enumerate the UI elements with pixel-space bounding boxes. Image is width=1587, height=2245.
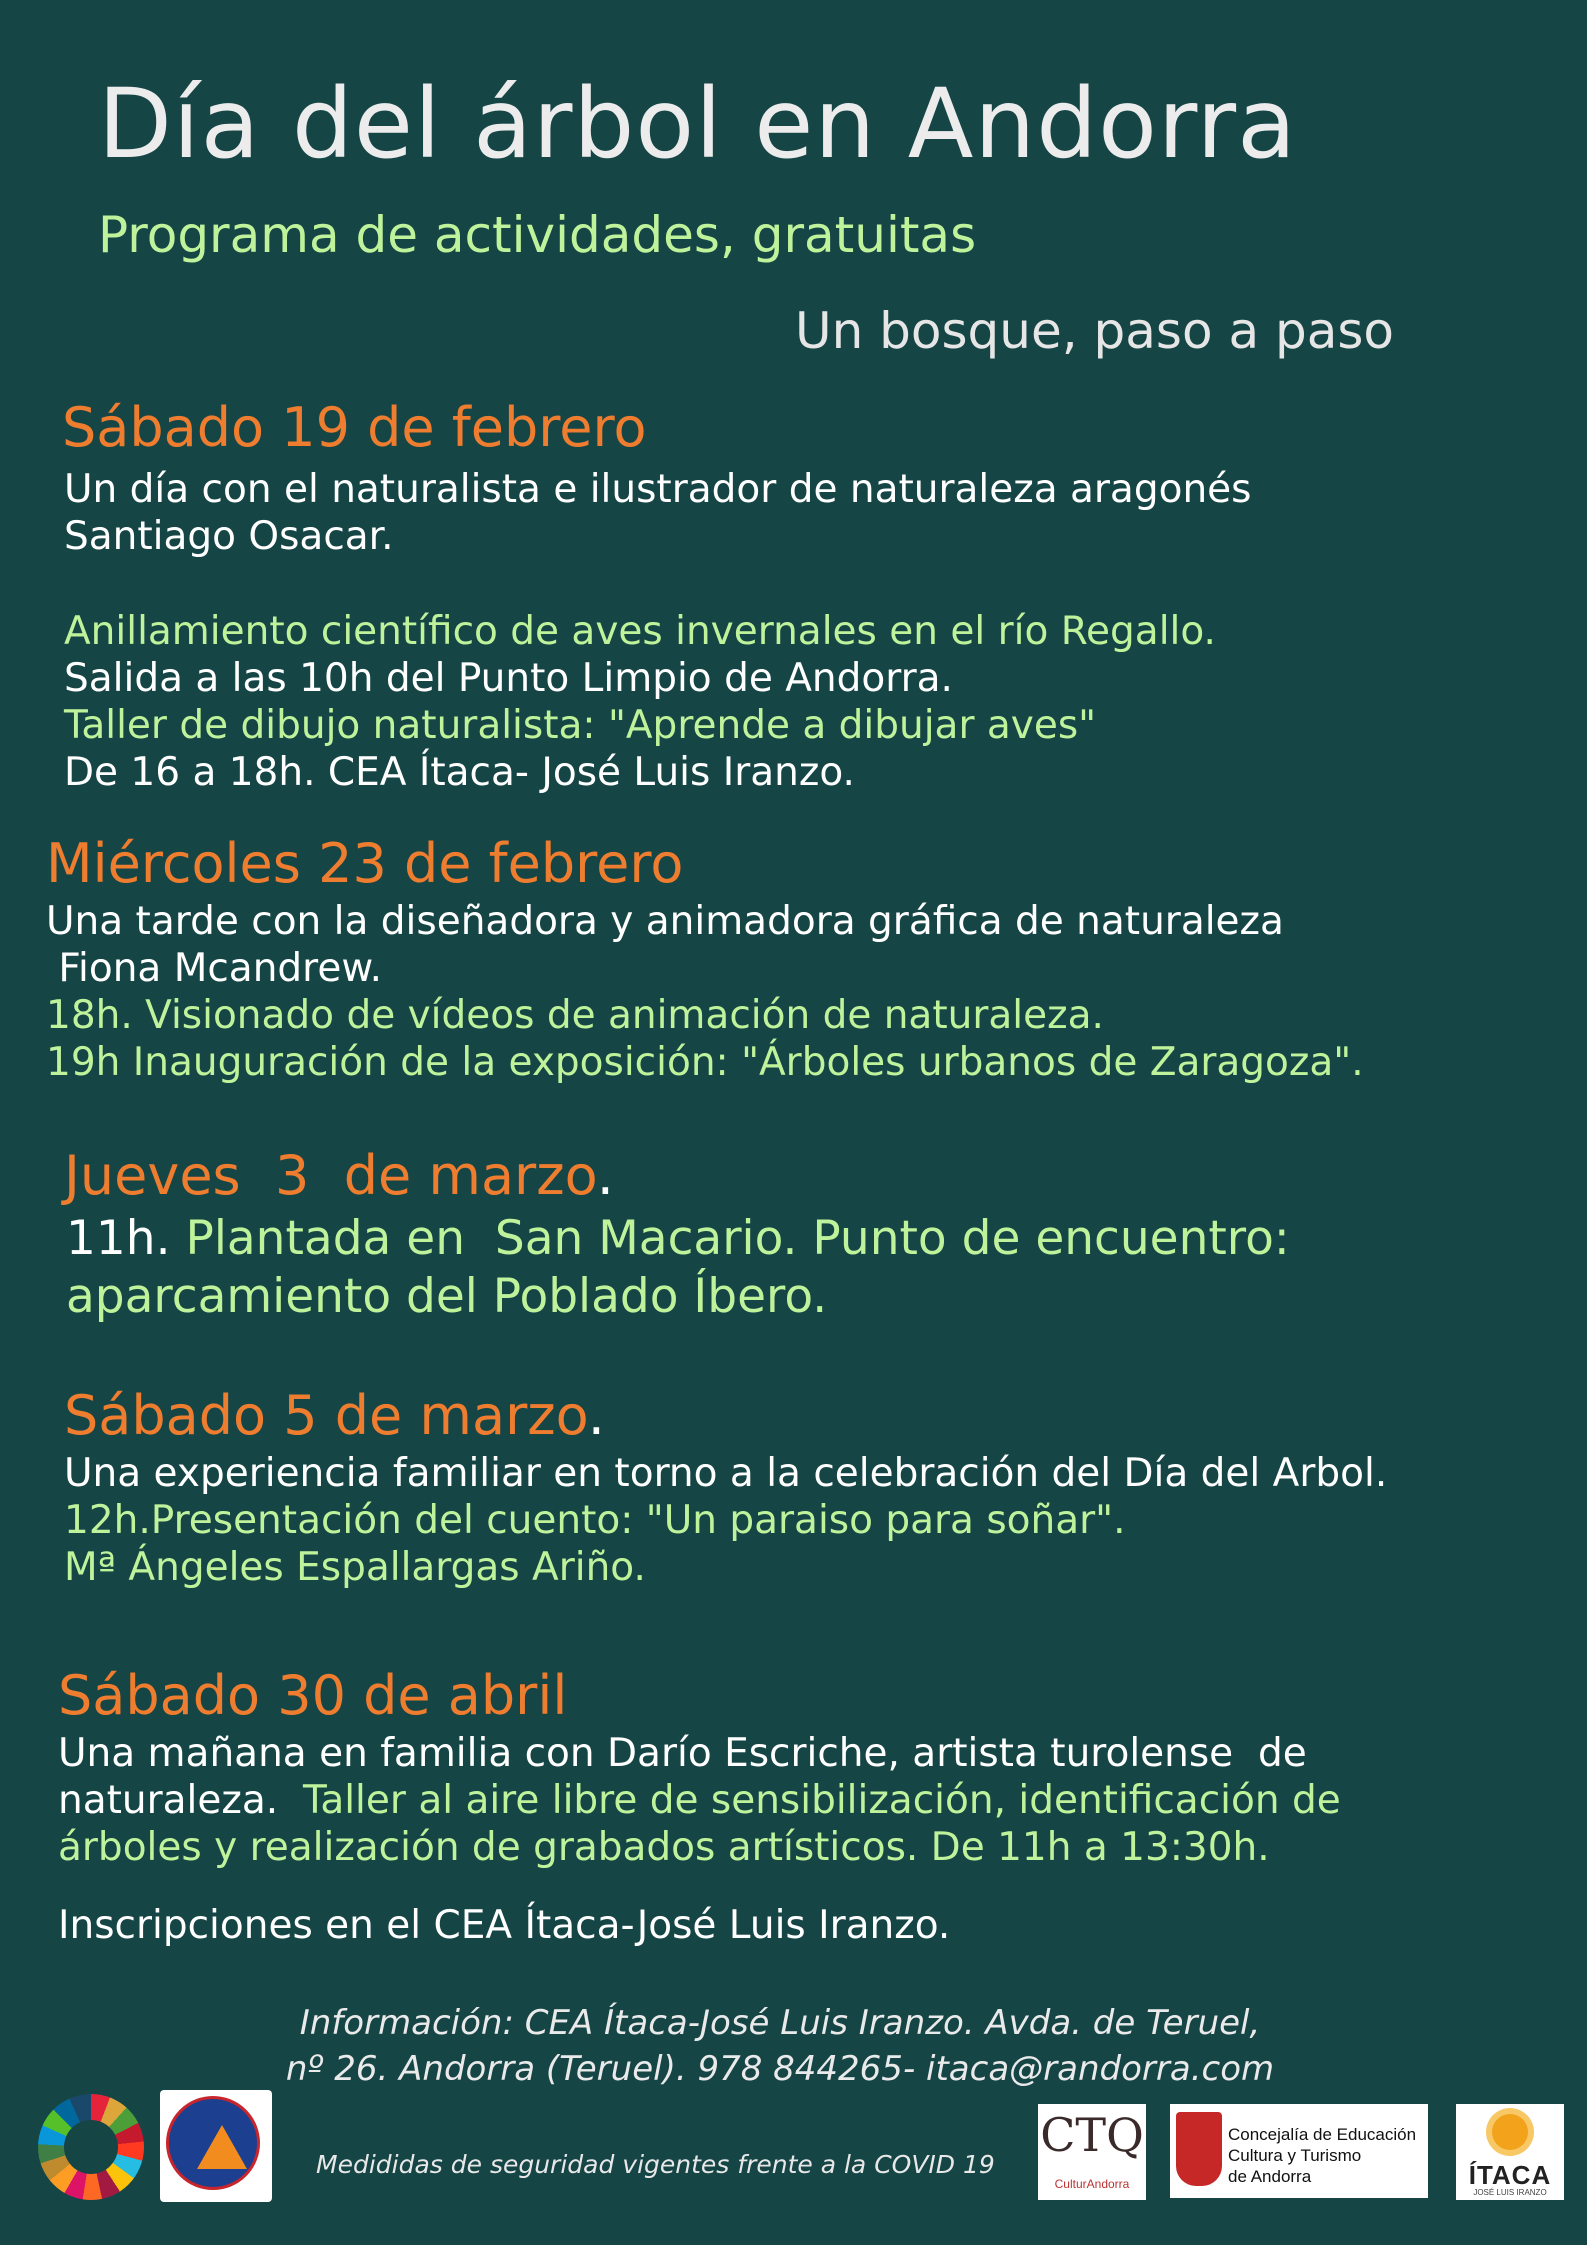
event-5-line1: Una mañana en familia con Darío Escriche, artista turolense de	[58, 1731, 1307, 1776]
proteccion-civil-ring	[166, 2096, 260, 2190]
page-subtitle: Programa de actividades, gratuitas	[98, 206, 977, 264]
contact-info-line1: Información: CEA Ítaca-José Luis Iranzo. Avda. de Teruel,	[299, 2003, 1261, 2043]
concejalia-logo	[1170, 2104, 1428, 2198]
contact-info	[250, 2000, 1310, 2092]
page-tagline: Un bosque, paso a paso	[795, 302, 1394, 360]
event-3-date: Jueves 3 de marzo	[64, 1144, 597, 1207]
event-3-time: 11h.	[66, 1211, 186, 1266]
event-1-description	[64, 466, 1544, 560]
event-3-date-row	[64, 1144, 614, 1207]
event-5-line2-white: naturaleza.	[58, 1778, 303, 1823]
event-5-description	[58, 1730, 1538, 1871]
event-3-date-suffix: .	[596, 1144, 614, 1207]
event-1-line1: Un día con el naturalista e ilustrador de naturaleza aragonés	[64, 467, 1252, 512]
event-4-line1: Una experiencia familiar en torno a la celebración del Día del Arbol.	[64, 1451, 1388, 1496]
event-5-line3: árboles y realización de grabados artísticos. De 11h a 13:30h.	[58, 1825, 1270, 1870]
event-1-line2: Santiago Osacar.	[64, 514, 394, 559]
proteccion-civil-triangle	[197, 2125, 247, 2169]
event-3-line1: Plantada en San Macario. Punto de encuentro:	[185, 1211, 1290, 1266]
concejalia-line2: Cultura y Turismo	[1228, 2146, 1362, 2165]
concejalia-shield-icon	[1176, 2112, 1222, 2186]
proteccion-civil-icon	[160, 2090, 272, 2202]
event-4-date-row	[64, 1384, 605, 1447]
event-1-date: Sábado 19 de febrero	[62, 396, 647, 459]
event-4-activity-1: 12h.Presentación del cuento: "Un paraiso para soñar".	[64, 1498, 1126, 1543]
event-4-description	[64, 1450, 1544, 1591]
itaca-name: ÍTACA	[1468, 2160, 1552, 2190]
event-1-activity-2: Taller de dibujo naturalista: "Aprende a dibujar aves"	[64, 703, 1097, 748]
event-3-line2: aparcamiento del Poblado Íbero.	[66, 1269, 828, 1324]
event-2-activity-2: 19h Inauguración de la exposición: "Árboles urbanos de Zaragoza".	[46, 1040, 1364, 1085]
event-1-activity-1: Anillamiento científico de aves invernales en el río Regallo.	[64, 609, 1216, 654]
ctq-logo	[1038, 2104, 1146, 2200]
concejalia-line3: de Andorra	[1228, 2167, 1312, 2186]
covid-note: Medididas de seguridad vigentes frente a la COVID 19	[316, 2150, 995, 2179]
event-2-date: Miércoles 23 de febrero	[46, 832, 684, 895]
contact-info-line2: nº 26. Andorra (Teruel). 978 844265- itaca@randorra.com	[285, 2049, 1275, 2089]
event-1-activities	[64, 608, 1544, 796]
event-4-date-suffix: .	[587, 1384, 605, 1447]
concejalia-line1: Concejalía de Educación	[1228, 2125, 1417, 2144]
event-1-activity-1-info: Salida a las 10h del Punto Limpio de Andorra.	[64, 656, 953, 701]
itaca-logo	[1456, 2104, 1564, 2200]
itaca-caption: JOSÉ LUIS IRANZO	[1473, 2188, 1547, 2197]
event-2-line1: Una tarde con la diseñadora y animadora gráfica de naturaleza	[46, 899, 1284, 944]
sdg-wheel-icon	[38, 2094, 144, 2200]
ctq-letters: CTQ	[1040, 2108, 1144, 2162]
event-3-description	[66, 1210, 1566, 1326]
event-3-line1-row	[66, 1210, 1566, 1268]
event-4-activity-2: Mª Ángeles Espallargas Ariño.	[64, 1545, 646, 1590]
event-5-date: Sábado 30 de abril	[58, 1664, 568, 1727]
event-2-line2: Fiona Mcandrew.	[46, 946, 383, 991]
page-title: Día del árbol en Andorra	[98, 68, 1297, 180]
registration-note: Inscripciones en el CEA Ítaca-José Luis Iranzo.	[58, 1903, 951, 1948]
event-2-activity-1: 18h. Visionado de vídeos de animación de naturaleza.	[46, 993, 1104, 1038]
event-2-description	[46, 898, 1526, 1086]
event-5-line2-row	[58, 1777, 1538, 1824]
concejalia-text	[1228, 2124, 1416, 2187]
event-4-date: Sábado 5 de marzo	[64, 1384, 588, 1447]
event-5-line2-green: Taller al aire libre de sensibilización, identificación de	[302, 1778, 1341, 1823]
ctq-caption: CulturAndorra	[1054, 2177, 1130, 2191]
event-1-activity-2-info: De 16 a 18h. CEA Ítaca- José Luis Iranzo.	[64, 750, 855, 795]
sun-icon	[1492, 2114, 1528, 2150]
